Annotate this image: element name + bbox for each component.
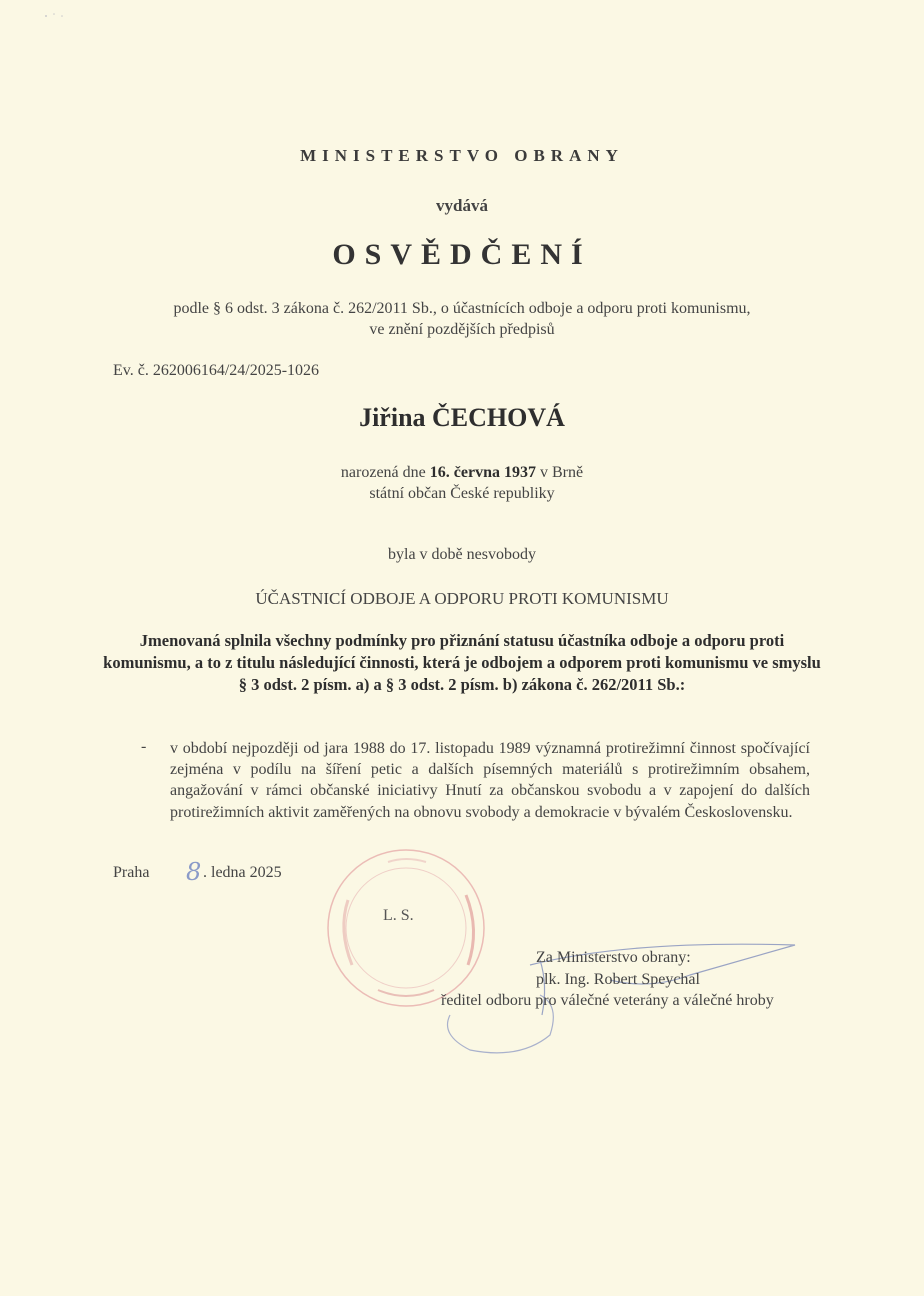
activity-text: v období nejpozději od jara 1988 do 17. listopadu 1989 významná protirežimní činnost spočívající zejména v podílu na šíření petic a dalších písemných materiálů s protirežimním obsahem, angažování v rámci občanské iniciativy Hnutí za občanskou svobodu a v zapojení do dalších protirežimních aktivit zaměřených na obnovu svobody a demokracie v bývalém Československu. — [170, 740, 810, 821]
born-place: v Brně — [535, 464, 584, 481]
issue-place: Praha — [113, 864, 150, 881]
on-behalf-label: Za Ministerstvo obrany: — [536, 949, 691, 966]
signer-name: plk. Ing. Robert Speychal — [536, 971, 700, 988]
citizenship: státní občan České republiky — [369, 485, 555, 502]
status-designation: ÚČASTNICÍ ODBOJE A ODPORU PROTI KOMUNISMU — [255, 589, 669, 608]
legal-basis-line-2: ve znění pozdějších předpisů — [369, 321, 555, 338]
scan-speck — [40, 8, 70, 20]
activity-bullet: - — [141, 738, 147, 755]
legal-basis-line-1: podle § 6 odst. 3 zákona č. 262/2011 Sb., o účastnících odboje a odporu proti komunismu, — [173, 300, 751, 317]
born-date: 16. června 1937 — [429, 464, 536, 481]
signer-role: ředitel odboru pro válečné veterány a válečné hroby — [441, 992, 774, 1009]
seal-mark: L. S. — [383, 907, 414, 924]
birth-line — [0, 462, 924, 483]
statement: Jmenovaná splnila všechny podmínky pro přiznání statusu účastníka odboje a odporu proti komunismu, a to z titulu následující činnosti, která je odbojem a odporem proti komunismu ve smyslu § 3 odst. 2 písm. a) a § 3 odst. 2 písm. b) zákona č. 262/2011 Sb.: — [103, 631, 821, 694]
legal-basis — [0, 298, 924, 340]
ministry-heading: MINISTERSTVO OBRANY — [300, 146, 624, 165]
issue-day-handwritten: 8 — [186, 858, 202, 886]
status-intro: byla v době nesvobody — [388, 546, 536, 563]
person-name: Jiřina ČECHOVÁ — [359, 403, 565, 432]
document-title: OSVĚDČENÍ — [332, 238, 592, 271]
issues-label: vydává — [436, 196, 488, 215]
born-prefix: narozená dne — [340, 464, 430, 481]
evidence-number: Ev. č. 262006164/24/2025-1026 — [113, 362, 320, 379]
issue-month-year: . ledna 2025 — [203, 864, 282, 881]
birth-info — [0, 462, 924, 504]
